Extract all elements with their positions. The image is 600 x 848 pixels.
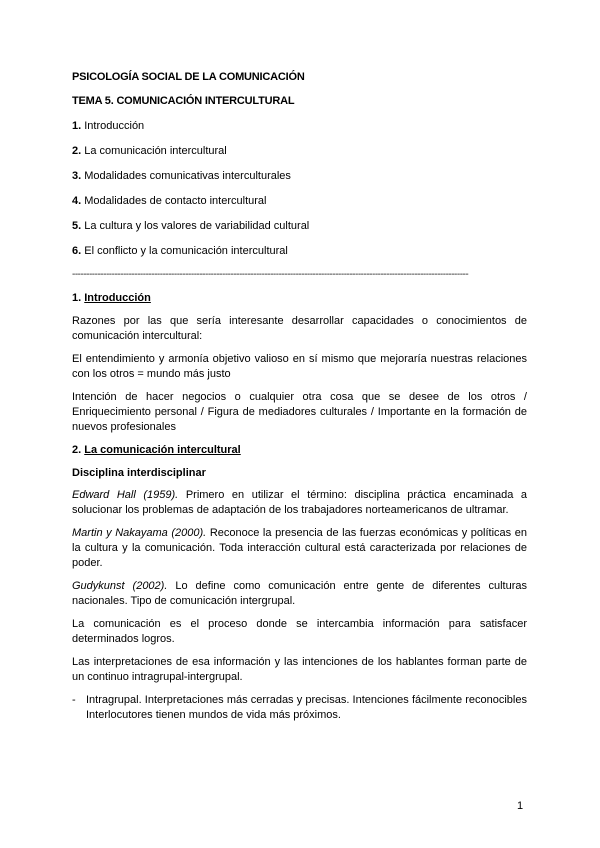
citation-text: Lo define como comunicación entre gente de diferentes culturas nacionales. Tipo de comunicación intergrupal. [72,580,527,607]
toc-number: 3. [72,170,82,182]
section-1-heading [72,291,527,306]
subsection-heading: Disciplina interdisciplinar [72,467,206,479]
unit-title: TEMA 5. COMUNICACIÓN INTERCULTURAL [72,95,295,107]
section-1-paragraph: Razones por las que sería interesante desarrollar capacidades o conocimientos de comunicación intercultural: [72,315,527,342]
toc-number: 5. [72,220,82,232]
toc-item [72,169,527,194]
section-1-paragraph: El entendimiento y armonía objetivo valioso en sí mismo que mejoraría nuestras relaciones con los otros = mundo más justo [72,353,527,380]
toc-label: La comunicación intercultural [84,145,227,157]
page-content [72,70,527,723]
toc-item [72,219,527,244]
toc-item [72,194,527,219]
toc-item [72,144,527,169]
dash-list [72,693,527,723]
citation-text: Primero en utilizar el término: disciplina práctica encaminada a solucionar los problemas de adaptación de los trabajadores norteamericanos de ultramar. [72,489,528,516]
toc-item [72,119,527,144]
toc-number: 6. [72,245,82,257]
list-item: - Intragrupal. Interpretaciones más cerradas y precisas. Intenciones fácilmente reconocibles Interlocutores tienen mundos de vida más próximos. [72,693,527,723]
toc-label: Modalidades comunicativas interculturales [84,170,291,182]
citation: Gudykunst (2002). [72,580,168,592]
toc-item [72,244,527,269]
body-paragraph: Las interpretaciones de esa información y las intenciones de los hablantes forman parte de un continuo intragrupal-intergrupal. [72,656,527,683]
course-title: PSICOLOGÍA SOCIAL DE LA COMUNICACIÓN [72,71,305,83]
toc-label: El conflicto y la comunicación intercultural [84,245,288,257]
citation-text: Reconoce la presencia de las fuerzas económicas y políticas en la cultura y la comunicación. Toda interacción cultural está caracterizada por relaciones de poder. [72,527,527,569]
reference-paragraph [72,579,527,609]
section-1-title: Introducción [84,292,151,304]
section-1-number: 1. [72,292,82,304]
toc-number: 4. [72,195,82,207]
toc-number: 1. [72,120,82,132]
section-2-heading [72,443,527,458]
citation: Edward Hall (1959). [72,489,179,501]
toc-label: Introducción [84,120,145,132]
section-2-number: 2. [72,444,82,456]
page-number: 1 [517,800,524,812]
citation: Martin y Nakayama (2000). [72,527,207,539]
toc-label: Modalidades de contacto intercultural [84,195,267,207]
toc-number: 2. [72,145,82,157]
reference-paragraph [72,526,527,571]
section-2-title: La comunicación intercultural [84,444,241,456]
table-of-contents [72,119,527,269]
section-1-paragraph: Intención de hacer negocios o cualquier otra cosa que se desee de los otros / Enriquecimiento personal / Figura de mediadores culturales / Importante en la formación de nuevos profesionales [72,391,527,433]
toc-label: La cultura y los valores de variabilidad cultural [84,220,310,232]
reference-paragraph [72,488,527,518]
body-paragraph: La comunicación es el proceso donde se intercambia información para satisfacer determinados logros. [72,618,527,645]
dashed-separator: -------------------------------------------------------------------------------------------------------------------------------------------- [72,269,469,280]
